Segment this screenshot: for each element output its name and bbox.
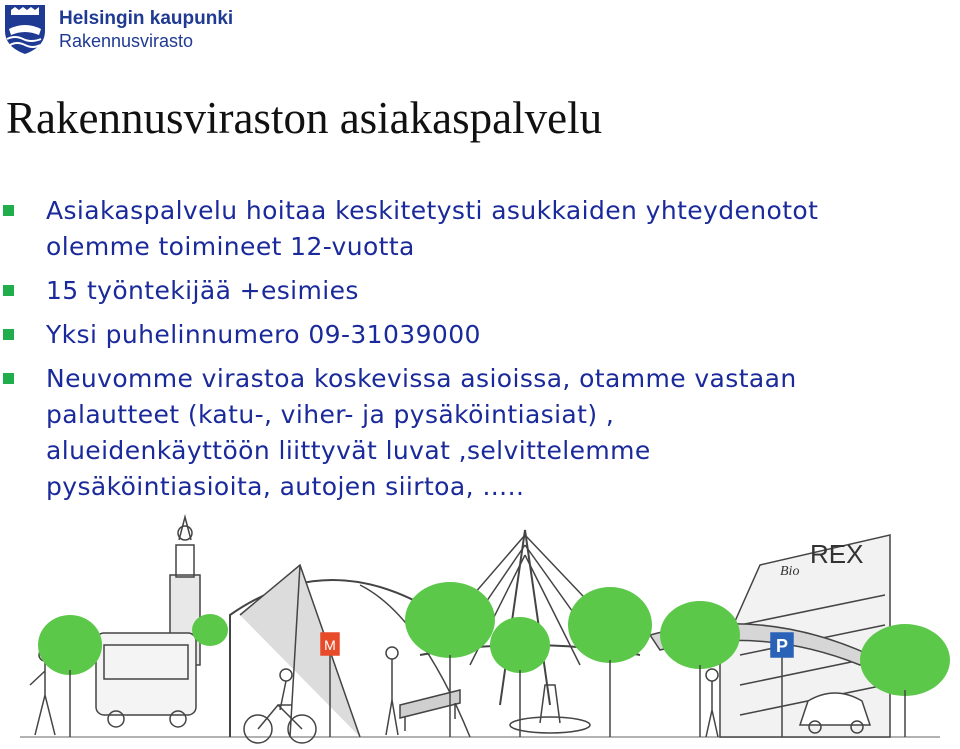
metro-sign-text: M [324, 637, 336, 653]
bullet-list [0, 193, 960, 513]
bullet-square-icon [3, 329, 14, 340]
header-logo [3, 3, 233, 55]
bullet-text-line: pysäköintiasioita, autojen siirtoa, ….. [46, 472, 525, 501]
parking-sign-text: P [775, 636, 789, 656]
organization-name: Helsingin kaupunki [59, 8, 234, 29]
carousel-icon [510, 685, 590, 733]
rex-sign-text: REX [810, 539, 864, 569]
helsinki-crest-icon [3, 3, 47, 55]
bullet-text-line: Yksi puhelinnumero 09-31039000 [46, 320, 481, 349]
bullet-text-line: Neuvomme virastoa koskevissa asioissa, otamme vastaan [46, 364, 797, 393]
bullet-text-line: alueidenkäyttöön liittyvät luvat ,selvittelemme [46, 436, 651, 465]
bullet-item [0, 273, 960, 309]
bullet-square-icon [3, 205, 14, 216]
bullet-item [0, 317, 960, 353]
bench-icon [400, 690, 460, 731]
bullet-item [0, 361, 960, 505]
bullet-square-icon [3, 373, 14, 384]
department-name: Rakennusvirasto [59, 31, 194, 51]
bullet-text-line: olemme toimineet 12-vuotta [46, 232, 415, 261]
city-illustration [0, 505, 960, 749]
bio-sign-text: Bio [780, 564, 800, 579]
slide-title: Rakennusviraston asiakaspalvelu [6, 93, 603, 143]
bus-icon [96, 633, 196, 727]
bullet-text-line: Asiakaspalvelu hoitaa keskitetysti asukkaiden yhteydenotot [46, 196, 819, 225]
bullet-text-line: 15 työntekijää +esimies [46, 276, 359, 305]
bullet-text-line: palautteet (katu-, viher- ja pysäköintiasiat) , [46, 400, 615, 429]
bullet-item [0, 193, 960, 265]
bullet-square-icon [3, 285, 14, 296]
